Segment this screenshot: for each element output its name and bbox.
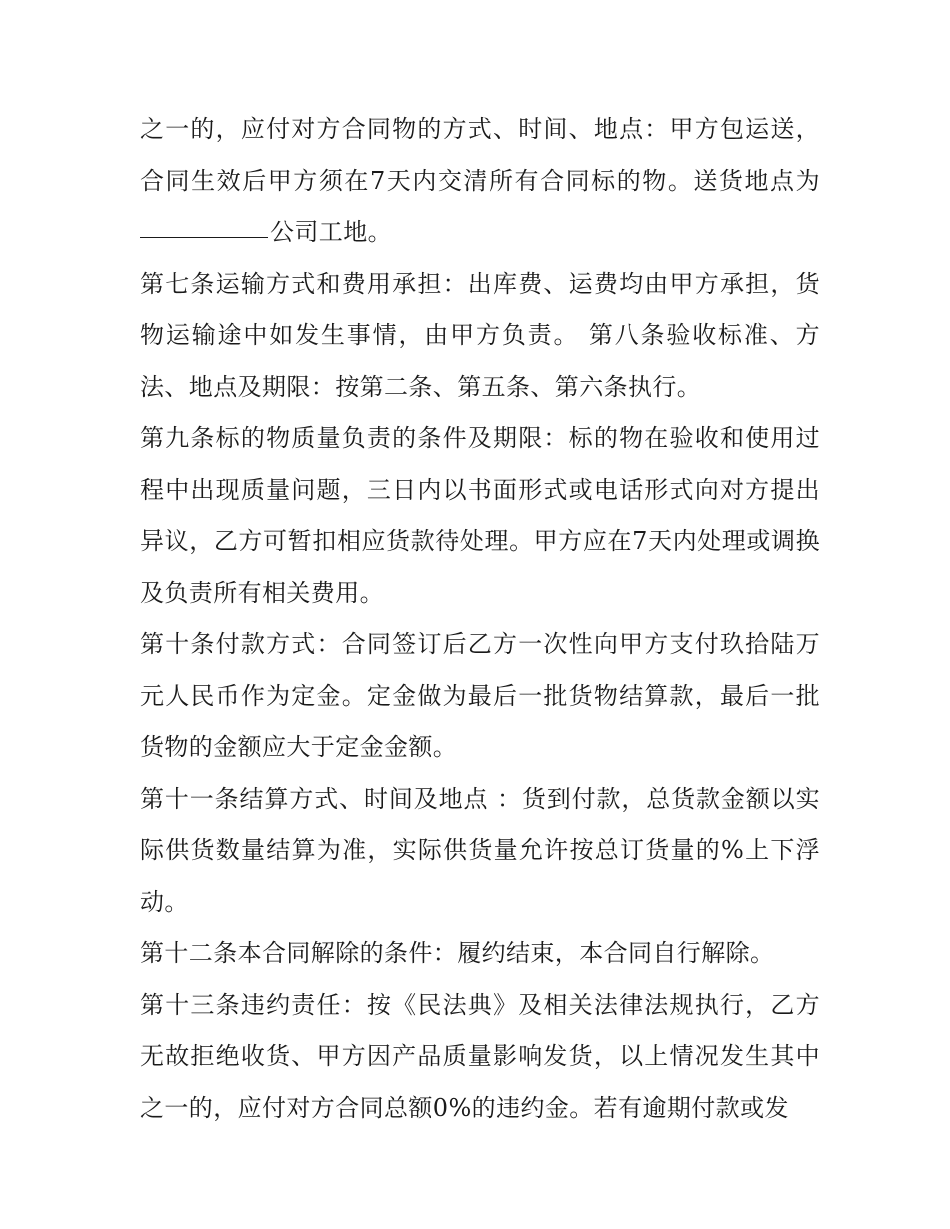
- fill-in-blank: [140, 236, 268, 238]
- paragraph-text: 公司工地。: [270, 218, 392, 246]
- paragraph-article-7: 第七条运输方式和费用承担：出库费、运费均由甲方承担，货物运输途中如发生事情，由甲方负责。 第八条验收标准、方法、地点及期限：按第二条、第五条、第六条执行。: [140, 269, 820, 401]
- paragraph-article-13: 第十三条违约责任：按《民法典》及相关法律法规执行，乙方无故拒绝收货、甲方因产品质量影响发货，以上情况发生其中之一的，应付对方合同总额0%的违约金。若有逾期付款或发: [140, 990, 820, 1122]
- paragraph-article-11: 第十一条结算方式、时间及地点 ：货到付款，总货款金额以实际供货数量结算为准，实际供货量允许按总订货量的%上下浮动。: [140, 784, 820, 916]
- document-body: [140, 104, 820, 1134]
- paragraph-article-12: 第十二条本合同解除的条件：履约结束，本合同自行解除。: [140, 939, 775, 967]
- paragraph-article-9: 第九条标的物质量负责的条件及期限：标的物在验收和使用过程中出现质量问题，三日内以书面形式或电话形式向对方提出异议，乙方可暂扣相应货款待处理。甲方应在7天内处理或调换及负责所有相关费用。: [140, 424, 820, 607]
- paragraph-text: 之一的，应付对方合同物的方式、时间、地点：甲方包运送，合同生效后甲方须在7天内交清所有合同标的物。送货地点为: [140, 115, 820, 195]
- paragraph-delivery-terms: [140, 104, 820, 259]
- paragraph-article-10: 第十条付款方式：合同签订后乙方一次性向甲方支付玖拾陆万元人民币作为定金。定金做为最后一批货物结算款，最后一批货物的金额应大于定金金额。: [140, 630, 820, 761]
